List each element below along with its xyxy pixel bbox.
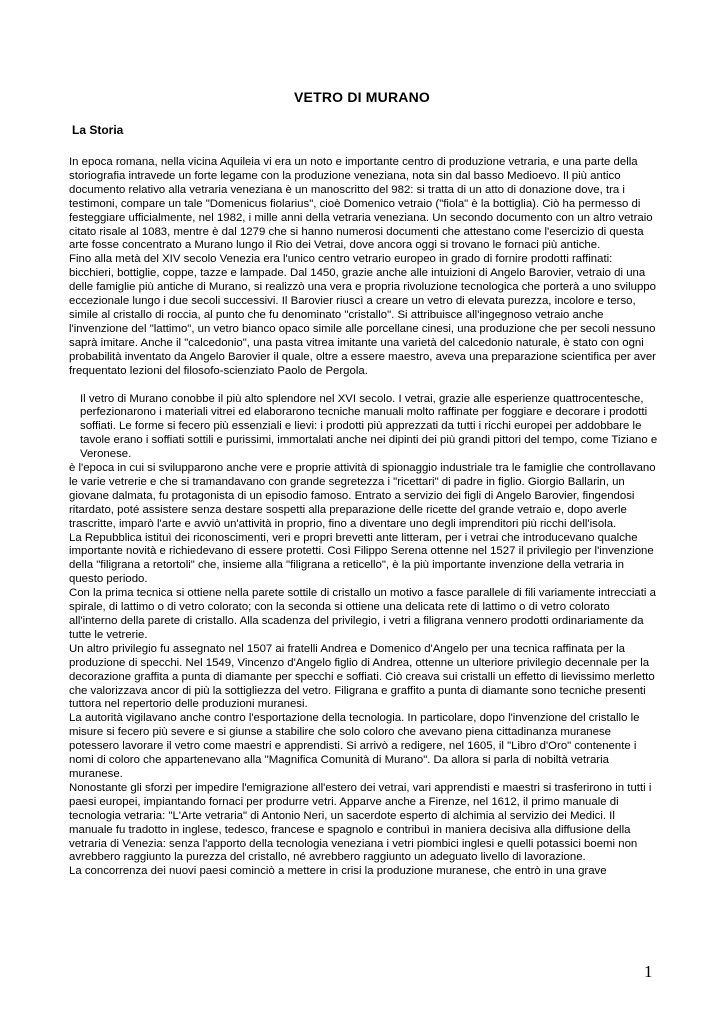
body-text: [69, 156, 659, 879]
page-number: 1: [644, 962, 653, 981]
paragraph: La Repubblica istituì dei riconoscimenti, veri e propri brevetti ante litteram, per i vetrai che introducevano qualche importante novità e richiedevano di essere protetti. Così Filippo Serena ottenne nel 1527 il privilegio per l'invenzione della "filigrana a retortoli" che, insieme alla "filigrana a reticello", è la più importante invenzione della vetraria in questo periodo.: [69, 531, 654, 586]
page-title: VETRO DI MURANO: [294, 89, 430, 105]
paragraph: Con la prima tecnica si ottiene nella parete sottile di cristallo un motivo a fasce parallele di fili variamente intrecciati a spirale, di lattimo o di vetro colorato; con la seconda si ottiene una delicata rete di lattimo o di vetro colorato all'interno della parete di cristallo. Alla scadenza del privilegio, i vetri a filigrana vennero prodotti ordinariamente da tutte le vetrerie.: [69, 587, 656, 641]
paragraph: La concorrenza dei nuovi paesi cominciò a mettere in crisi la produzione muranese, che entrò in una grave: [69, 865, 607, 878]
paragraph: Nonostante gli sforzi per impedire l'emigrazione all'estero dei vetrai, vari apprendisti e maestri si trasferirono in tutti i paesi europei, impiantando fornaci per produrre vetri. Apparve anche a Firenze, nel 1612, il primo manuale di tecnologia vetraria: "L'Arte vetraria" di Antonio Neri, un sacerdote esperto di alchimia al servizio dei Medici. Il manuale fu tradotto in inglese, tedesco, francese e spagnolo e contribuì in maniera decisiva alla diffusione della vetraria di Venezia: senza l'apporto della tecnologia veneziana i vetri piombici inglesi e quelli potassici boemi non avrebbero raggiunto la purezza del cristallo, né avrebbero raggiunto un adeguato livello di lavorazione.: [69, 781, 652, 864]
paragraph-text: Il vetro di Murano conobbe il più alto splendore nel XVI secolo. I vetrai, grazie alle esperienze quattrocentesche, perfezionarono i materiali vitrei ed elaborarono tecniche manuali molto raffinate per foggiare e decorare i prodotti soffiati. Le forme si fecero più essenziali e lievi: i prodotti più apprezzati da tutti i ricchi europei per addobbare le tavole erano i soffiati sottili e purissimi, immortalati anche nei dipinti dei più grandi pittori del tempo, come Tiziano e Veronese.: [80, 392, 658, 461]
paragraph: [69, 393, 659, 463]
section-heading: La Storia: [72, 123, 124, 137]
paragraph: Un altro privilegio fu assegnato nel 1507 ai fratelli Andrea e Domenico d'Angelo per una tecnica raffinata per la produzione di specchi. Nel 1549, Vincenzo d'Angelo figlio di Andrea, ottenne un ulteriore privilegio decennale per la decorazione graffita a punta di diamante per specchi e soffiati. Ciò creava sui cristalli un effetto di lievissimo merletto che valorizzava ancor di più la sottigliezza del vetro. Filigrana e graffito a punta di diamante sono tecniche presenti tuttora nel repertorio delle produzioni muranesi.: [69, 642, 655, 711]
paragraph: In epoca romana, nella vicina Aquileia vi era un noto e importante centro di produzione vetraria, e una parte della storiografia intravede un forte legame con la produzione veneziana, nota sin dal basso Medioevo. Il più antico documento relativo alla vetraria veneziana è un manoscritto del 982: si tratta di un atto di donazione dove, tra i testimoni, compare un tale "Domenicus fiolarius", cioè Domenico vetraio ("fiola" è la bottiglia). Ciò ha permesso di festeggiare ufficialmente, nel 1982, i mille anni della vetraria veneziana. Un secondo documento con un altro vetraio citato risale al 1083, mentre è dal 1279 che si hanno numerosi documenti che attestano come l'esercizio di questa arte fosse concentrato a Murano lungo il Rio dei Vetrai, dove ancora oggi si trovano le fornaci più antiche.: [69, 156, 653, 252]
paragraph: Fino alla metà del XIV secolo Venezia era l'unico centro vetrario europeo in grado di fornire prodotti raffinati: bicchieri, bottiglie, coppe, tazze e lampade. Dal 1450, grazie anche alle intuizioni di Angelo Barovier, vetraio di una delle famiglie più antiche di Murano, si realizzò una vera e propria rivoluzione tecnologica che porterà a uno sviluppo eccezionale lungo i due secoli successivi. Il Barovier riuscì a creare un vetro di elevata purezza, incolore e terso, simile al cristallo di roccia, al punto che fu denominato "cristallo". Si attribuisce all'ingegnoso vetraio anche l'invenzione del "lattimo", un vetro bianco opaco simile alle porcellane cinesi, una produzione che per secoli nessuno saprà imitare. Anche il "calcedonio", una pasta vitrea imitante una varietà del calcedonio naturale, è stato con ogni probabilità inventato da Angelo Barovier il quale, oltre a essere maestro, aveva una preparazione scientifica per aver frequentato lezioni del filosofo-scienziato Paolo de Pergola.: [69, 253, 656, 377]
paragraph: è l'epoca in cui si svilupparono anche vere e proprie attività di spionaggio industriale tra le famiglie che controllavano le varie vetrerie e che si tramandavano con grande segretezza i "ricettari" di padre in figlio. Giorgio Ballarin, un giovane dalmata, fu protagonista di un episodio famoso. Entrato a servizio dei figli di Angelo Barovier, fingendosi ritardato, poté assistere senza destare sospetti alla preparazione delle ricette del grande vetraio e, dopo averle trascritte, imparò l'arte e avviò un'attività in proprio, fino a diventare uno degli imprenditori più ricchi dell'isola.: [69, 462, 656, 530]
paragraph: La autorità vigilavano anche contro l'esportazione della tecnologia. In particolare, dopo l'invenzione del cristallo le misure si fecero più severe e si giunse a stabilire che solo coloro che avevano piena cittadinanza muranese potessero lavorare il vetro come maestri e apprendisti. Si arrivò a redigere, nel 1605, il "Libro d'Oro" contenente i nomi di coloro che appartenevano alla "Magnifica Comunità di Murano". Da allora si parla di nobiltà vetraria muranese.: [69, 712, 640, 780]
